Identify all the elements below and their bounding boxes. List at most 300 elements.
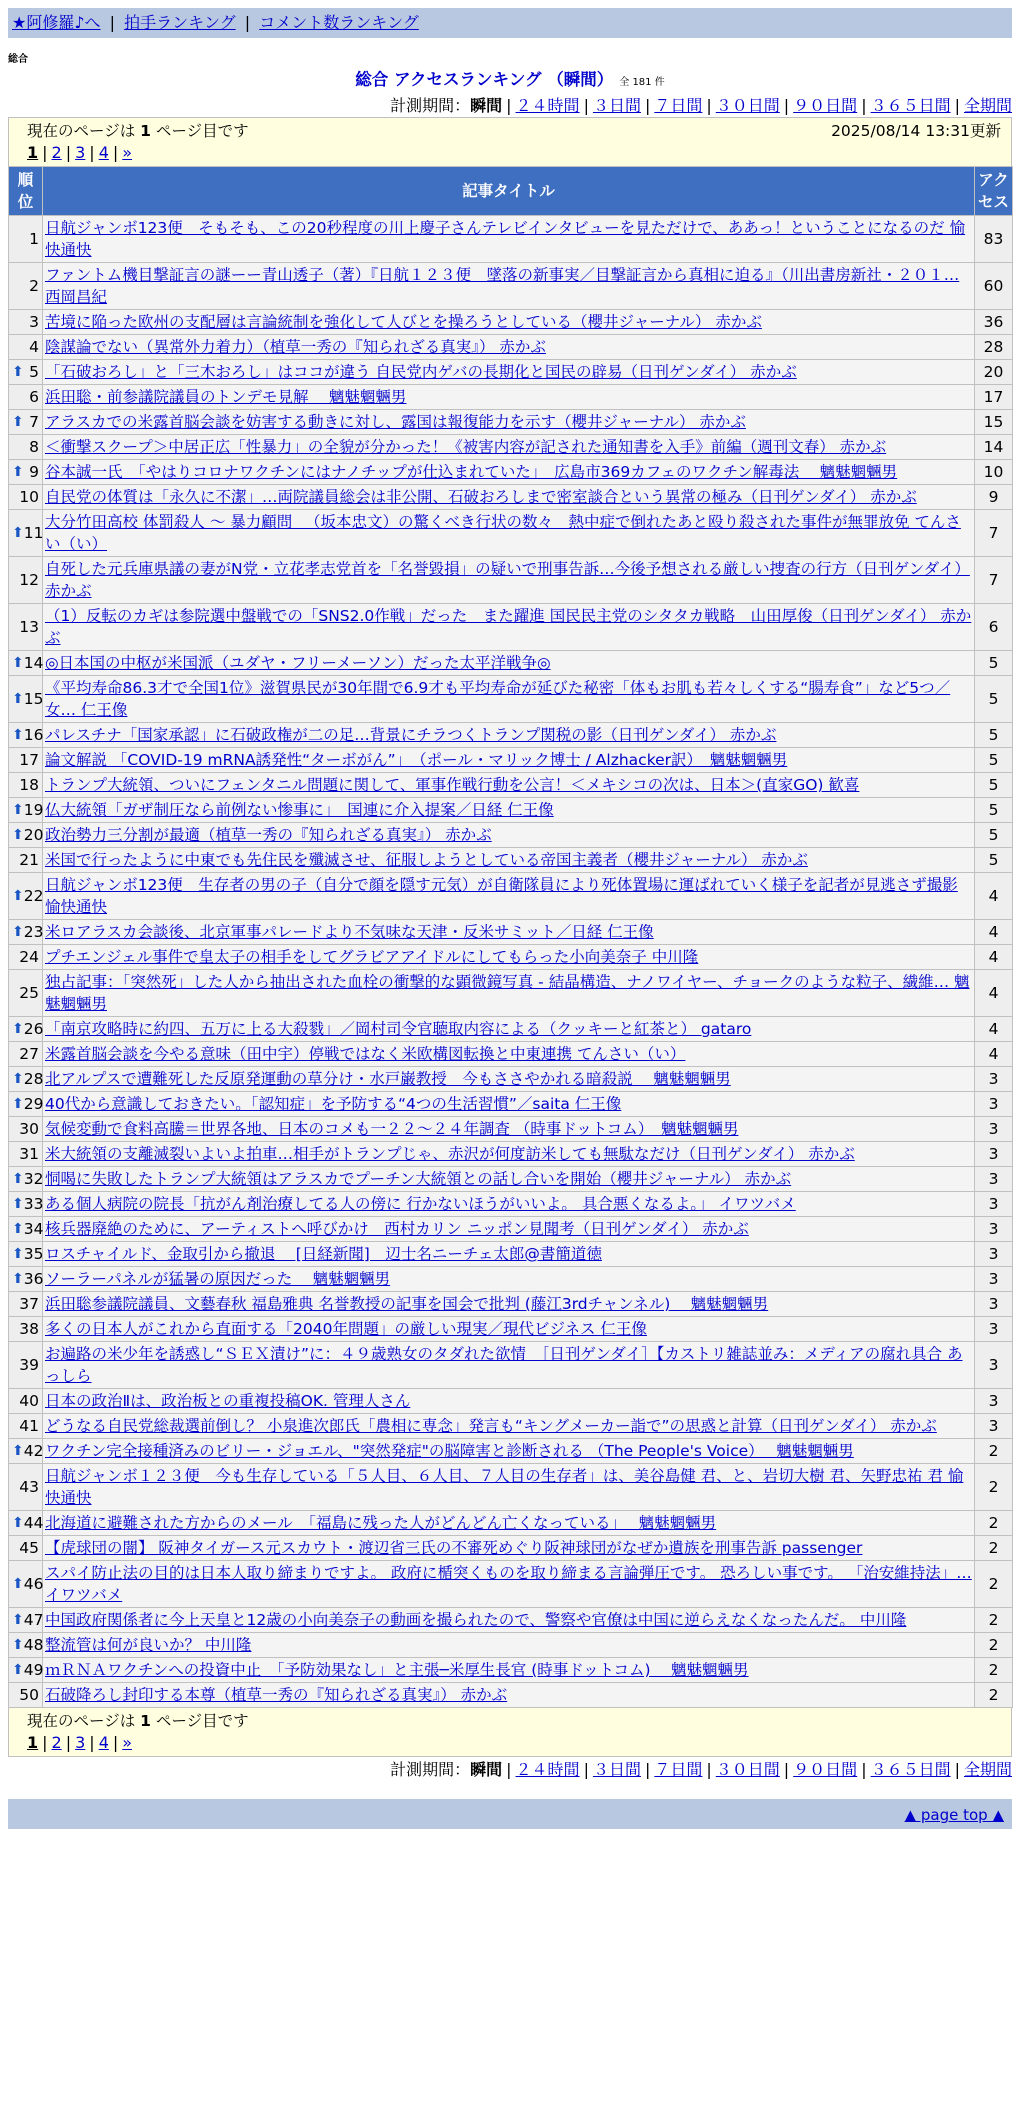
- table-row: [9, 435, 1013, 460]
- title-cell: [43, 1511, 975, 1536]
- title-cell: [43, 460, 975, 485]
- access-count: 36: [975, 310, 1013, 335]
- page-top-link[interactable]: ▲ page top ▲: [904, 1806, 1004, 1824]
- pager-next-link[interactable]: »: [122, 143, 133, 162]
- rank-cell: [9, 798, 43, 823]
- rank-cell: [9, 485, 43, 510]
- title-cell: [43, 676, 975, 723]
- table-row: [9, 216, 1013, 263]
- table-row: [9, 651, 1013, 676]
- up-arrow-icon: ⬆: [12, 525, 24, 541]
- clap-ranking-link[interactable]: 拍手ランキング: [124, 13, 236, 32]
- period-option-link[interactable]: 全期間: [963, 96, 1012, 115]
- title-cell: [43, 1342, 975, 1389]
- table-row: [9, 1608, 1013, 1633]
- rank-number: 15: [23, 690, 44, 708]
- title-cell: [43, 310, 975, 335]
- comment-ranking-link[interactable]: コメント数ランキング: [259, 13, 419, 32]
- rank-number: 11: [23, 524, 44, 542]
- rank-number: 20: [23, 826, 44, 844]
- article-title-link[interactable]: アラスカでの米露首脳会談を妨害する動きに対し、露国は報復能力を示す（櫻井ジャーナル） 赤かぶ: [45, 413, 746, 431]
- access-count: 5: [975, 848, 1013, 873]
- table-row: [9, 1633, 1013, 1658]
- title-cell: [43, 1117, 975, 1142]
- table-row: [9, 1067, 1013, 1092]
- article-title-link[interactable]: 苦境に陥った欧州の支配層は言論統制を強化して人びとを操ろうとしている（櫻井ジャーナル） 赤かぶ: [45, 313, 762, 331]
- access-count: 3: [975, 1142, 1013, 1167]
- table-row: [9, 1142, 1013, 1167]
- rank-number: 40: [19, 1392, 39, 1410]
- access-count: 4: [975, 970, 1013, 1017]
- pager-separator: |: [89, 143, 95, 162]
- table-row: [9, 1464, 1013, 1511]
- rank-number: 48: [23, 1636, 44, 1654]
- up-arrow-icon: ⬆: [12, 1071, 24, 1087]
- table-row: [9, 557, 1013, 604]
- title-cell: [43, 263, 975, 310]
- up-arrow-icon: ⬆: [12, 414, 24, 430]
- rank-number: 41: [19, 1417, 39, 1435]
- up-arrow-icon: ⬆: [12, 1021, 24, 1037]
- access-count: 17: [975, 385, 1013, 410]
- article-title-link[interactable]: プチエンジェル事件で皇太子の相手をしてグラビアアイドルにしてもらった小向美奈子 中川隆: [45, 948, 699, 966]
- pager-page-link[interactable]: 4: [98, 1733, 109, 1752]
- table-row: [9, 723, 1013, 748]
- table-row: [9, 1267, 1013, 1292]
- title-cell: [43, 604, 975, 651]
- table-row: [9, 360, 1013, 385]
- period-label: 計測期間：: [390, 1760, 471, 1779]
- rank-cell: [9, 216, 43, 263]
- article-title-link[interactable]: ファントム機目撃証言の謎ーー青山透子（著）『日航１２３便 墜落の新事実／目撃証言から真相に迫る』（川出書房新社・２０１… 西岡昌紀: [45, 266, 960, 306]
- rank-cell: [9, 310, 43, 335]
- article-title-link[interactable]: 日航ジャンボ123便 生存者の男の子（自分で顔を隠す元気）が自衛隊員により死体置場に運ばれていく様子を記者が見逃さず撮影 愉快通快: [45, 876, 958, 916]
- rank-cell: [9, 1464, 43, 1511]
- table-row: [9, 1292, 1013, 1317]
- article-title-link[interactable]: 米ロアラスカ会談後、北京軍事パレードより不気味な天津・反米サミット／日経 仁王像: [45, 923, 654, 941]
- rank-cell: [9, 435, 43, 460]
- period-option-link[interactable]: ３０日間: [715, 96, 780, 115]
- period-option-link[interactable]: ２４時間: [515, 96, 580, 115]
- rank-cell: [9, 1042, 43, 1067]
- table-row: [9, 1658, 1013, 1683]
- rank-cell: [9, 1608, 43, 1633]
- page-info-top: [8, 117, 1012, 166]
- title-cell: [43, 823, 975, 848]
- pager-page-link[interactable]: 3: [75, 1733, 86, 1752]
- rank-number: 36: [23, 1270, 44, 1288]
- access-count: 2: [975, 1658, 1013, 1683]
- access-count: 9: [975, 485, 1013, 510]
- rank-cell: [9, 1142, 43, 1167]
- rank-cell: [9, 945, 43, 970]
- rank-cell: [9, 1067, 43, 1092]
- pager-separator: |: [112, 1733, 119, 1752]
- pager-separator: |: [112, 143, 119, 162]
- period-option-link[interactable]: ３６５日間: [870, 96, 951, 115]
- period-separator: |: [583, 1760, 589, 1779]
- rank-number: 4: [29, 338, 39, 356]
- pager-page-link[interactable]: 4: [98, 143, 109, 162]
- access-count: 3: [975, 1067, 1013, 1092]
- title-cell: [43, 510, 975, 557]
- col-access-header: アクセス: [975, 167, 1013, 216]
- period-option-link[interactable]: ３６５日間: [870, 1760, 951, 1779]
- title-cell: [43, 335, 975, 360]
- title-cell: [43, 1439, 975, 1464]
- current-page-text: 現在のページは 1 ページ目です: [27, 122, 249, 140]
- table-row: [9, 410, 1013, 435]
- access-count: 2: [975, 1536, 1013, 1561]
- pager-separator: |: [42, 143, 48, 162]
- rank-cell: [9, 1683, 43, 1708]
- pager-next-link[interactable]: »: [122, 1733, 133, 1752]
- table-row: [9, 945, 1013, 970]
- top-nav-bar: [8, 8, 1012, 38]
- access-count: 15: [975, 410, 1013, 435]
- pager-separator: |: [65, 143, 72, 162]
- rank-number: 8: [29, 438, 39, 456]
- home-link[interactable]: ★阿修羅♪へ: [12, 13, 101, 32]
- title-cell: [43, 1414, 975, 1439]
- title-cell: [43, 723, 975, 748]
- title-cell: [43, 557, 975, 604]
- article-title-link[interactable]: 北海道に避難された方からのメール 「福島に残った人がどんどん亡くなっている」 魑魅魍魎男: [45, 1514, 717, 1532]
- title-cell: [43, 385, 975, 410]
- rank-number: 18: [19, 776, 39, 794]
- rank-number: 34: [23, 1220, 44, 1238]
- article-title-link[interactable]: 大分竹田高校 体罰殺人 〜 暴力顧問 （坂本忠文）の驚くべき行状の数々 熱中症で倒れたあと殴り殺された事件が無罪放免 てんさい（い）: [45, 513, 961, 553]
- rank-cell: [9, 1511, 43, 1536]
- access-count: 3: [975, 1167, 1013, 1192]
- access-count: 3: [975, 1092, 1013, 1117]
- rank-number: 30: [19, 1120, 39, 1138]
- table-header: [9, 167, 1013, 216]
- rank-number: 5: [29, 363, 39, 381]
- pager-separator: |: [65, 1733, 72, 1752]
- access-count: 28: [975, 335, 1013, 360]
- period-separator: |: [506, 1760, 512, 1779]
- article-title-link[interactable]: 自死した元兵庫県議の妻がN党・立花孝志党首を「名誉毀損」の疑いで刑事告訴…今後予想される厳しい捜査の行方（日刊ゲンダイ） 赤かぶ: [45, 560, 970, 600]
- title-cell: [43, 1217, 975, 1242]
- period-option-link[interactable]: ７日間: [654, 96, 703, 115]
- rank-number: 21: [19, 851, 39, 869]
- title-cell: [43, 848, 975, 873]
- table-row: [9, 1317, 1013, 1342]
- article-title-link[interactable]: 石破降ろし封印する本尊（植草一秀の『知られざる真実』） 赤かぶ: [45, 1686, 508, 1704]
- article-title-link[interactable]: パレスチナ「国家承認」に石破政権が二の足…背景にチラつくトランプ関税の影（日刊ゲンダイ） 赤かぶ: [45, 726, 777, 744]
- access-count: 5: [975, 651, 1013, 676]
- article-title-link[interactable]: 谷本誠一氏 「やはりコロナワクチンにはナノチップが仕込まれていた」 広島市369カフェのワクチン解毒法 魑魅魍魎男: [45, 463, 898, 481]
- rank-cell: [9, 557, 43, 604]
- table-row: [9, 773, 1013, 798]
- access-count: 7: [975, 510, 1013, 557]
- rank-number: 39: [19, 1356, 39, 1374]
- rank-cell: [9, 460, 43, 485]
- rank-cell: [9, 1267, 43, 1292]
- pager-page-link[interactable]: 2: [51, 143, 62, 162]
- article-title-link[interactable]: 日本の政治Ⅱは、政治板との重複投稿OK. 管理人さん: [45, 1392, 411, 1410]
- up-arrow-icon: ⬆: [12, 1637, 24, 1653]
- rank-cell: [9, 1633, 43, 1658]
- rank-cell: [9, 823, 43, 848]
- access-count: 2: [975, 1633, 1013, 1658]
- article-title-link[interactable]: 核兵器廃絶のために、アーティストへ呼びかけ 西村カリン ニッポン見聞考（日刊ゲンダイ） 赤かぶ: [45, 1220, 749, 1238]
- table-row: [9, 1192, 1013, 1217]
- article-title-link[interactable]: （1）反転のカギは参院選中盤戦での「SNS2.0作戦」だった また躍進 国民民主党のシタタカ戦略 山田厚俊（日刊ゲンダイ） 赤かぶ: [45, 607, 972, 647]
- period-separator: |: [861, 1760, 867, 1779]
- article-title-link[interactable]: 米露首脳会談を今やる意味（田中宇）停戦ではなく米欧構図転換と中東連携 てんさい（い）: [45, 1045, 686, 1063]
- table-row: [9, 1042, 1013, 1067]
- rank-cell: [9, 676, 43, 723]
- access-count: 83: [975, 216, 1013, 263]
- rank-number: 24: [19, 948, 39, 966]
- table-row: [9, 676, 1013, 723]
- access-count: 14: [975, 435, 1013, 460]
- up-arrow-icon: ⬆: [12, 1221, 24, 1237]
- access-count: 2: [975, 1608, 1013, 1633]
- article-title-link[interactable]: トランプ大統領、ついにフェンタニル問題に関して、軍事作戦行動を公言！＜メキシコの次は、日本＞(直家GO) 歓喜: [45, 776, 860, 794]
- title-cell: [43, 1464, 975, 1511]
- pager-separator: |: [42, 1733, 48, 1752]
- table-row: [9, 848, 1013, 873]
- title-cell: [43, 1192, 975, 1217]
- article-title-link[interactable]: 仏大統領「ガザ制圧なら前例ない惨事に」 国連に介入提案／日経 仁王像: [45, 801, 554, 819]
- title-cell: [43, 1658, 975, 1683]
- access-count: 3: [975, 1242, 1013, 1267]
- article-title-link[interactable]: 恫喝に失敗したトランプ大統領はアラスカでプーチン大統領との話し合いを開始（櫻井ジャーナル） 赤かぶ: [45, 1170, 792, 1188]
- access-count: 2: [975, 1464, 1013, 1511]
- article-title-link[interactable]: ソーラーパネルが猛暑の原因だった 魑魅魍魎男: [45, 1270, 391, 1288]
- rank-cell: [9, 1217, 43, 1242]
- total-count: 全 181 件: [619, 77, 665, 88]
- pager-page-link[interactable]: 3: [75, 143, 86, 162]
- access-count: 3: [975, 1267, 1013, 1292]
- access-count: 3: [975, 1217, 1013, 1242]
- article-title-link[interactable]: 自民党の体質は「永久に不潔」…両院議員総会は非公開、石破おろしまで密室談合という異常の極み（日刊ゲンダイ） 赤かぶ: [45, 488, 917, 506]
- period-separator: |: [506, 96, 512, 115]
- rank-number: 12: [19, 571, 39, 589]
- rank-number: 10: [19, 488, 39, 506]
- table-row: [9, 385, 1013, 410]
- rank-cell: [9, 1192, 43, 1217]
- rank-number: 3: [29, 313, 39, 331]
- rank-number: 46: [23, 1575, 44, 1593]
- article-title-link[interactable]: お遍路の米少年を誘惑し“ＳＥＸ漬け”に：４９歳熟女のタダれた欲情 ［日刊ゲンダイ］【カストリ雑誌並み：メディアの腐れ具合 あっしら: [45, 1345, 963, 1385]
- article-title-link[interactable]: ｍＲＮＡワクチンへの投資中止 「予防効果なし」と主張─米厚生長官 (時事ドットコム) 魑魅魍魎男: [45, 1661, 749, 1679]
- table-row: [9, 1536, 1013, 1561]
- period-option-link[interactable]: 全期間: [963, 1760, 1012, 1779]
- title-cell: [43, 1389, 975, 1414]
- article-title-link[interactable]: 米大統領の支離滅裂いよいよ拍車…相手がトランプじゃ、赤沢が何度訪米しても無駄なだけ（日刊ゲンダイ） 赤かぶ: [45, 1145, 855, 1163]
- title-cell: [43, 1017, 975, 1042]
- period-option-link[interactable]: ３０日間: [715, 1760, 780, 1779]
- table-row: [9, 823, 1013, 848]
- period-separator: |: [644, 1760, 651, 1779]
- article-title-link[interactable]: 日航ジャンボ123便 そもそも、この20秒程度の川上慶子さんテレビインタビューを見ただけで、ああっ！ということになるのだ 愉快通快: [45, 219, 966, 259]
- rank-number: 43: [19, 1478, 39, 1496]
- access-count: 3: [975, 1342, 1013, 1389]
- title-cell: [43, 1292, 975, 1317]
- rank-number: 17: [19, 751, 39, 769]
- pager-bottom: [27, 1732, 1001, 1754]
- title-cell: [43, 920, 975, 945]
- period-selector-top: [0, 95, 1020, 117]
- period-option-link[interactable]: ３日間: [592, 96, 641, 115]
- table-row: [9, 1217, 1013, 1242]
- col-rank-header: 順位: [9, 167, 43, 216]
- rank-cell: [9, 1292, 43, 1317]
- rank-number: 6: [29, 388, 39, 406]
- article-title-link[interactable]: どうなる自民党総裁選前倒し？ 小泉進次郎氏「農相に専念」発言も“キングメーカー詣で”の思惑と計算（日刊ゲンダイ） 赤かぶ: [45, 1417, 937, 1435]
- nav-separator: |: [109, 13, 116, 32]
- period-option-link[interactable]: ９０日間: [793, 96, 858, 115]
- table-row: [9, 1242, 1013, 1267]
- table-row: [9, 1092, 1013, 1117]
- rank-number: 31: [19, 1145, 39, 1163]
- current-page-text-bottom: 現在のページは 1 ページ目です: [27, 1712, 249, 1730]
- up-arrow-icon: ⬆: [12, 464, 24, 480]
- access-count: 5: [975, 748, 1013, 773]
- rank-cell: [9, 920, 43, 945]
- article-title-link[interactable]: 中国政府関係者に今上天皇と12歳の小向美奈子の動画を撮られたので、警察や官僚は中国に逆らえなくなったんだ。 中川隆: [45, 1611, 907, 1629]
- category-label: 総合: [8, 54, 28, 65]
- article-title-link[interactable]: ＜衝撃スクープ＞中居正広「性暴力」の全貌が分かった！《被害内容が記された通知書を入手》前編（週刊文春） 赤かぶ: [45, 438, 887, 456]
- table-row: [9, 263, 1013, 310]
- up-arrow-icon: ⬆: [12, 1096, 24, 1112]
- rank-number: 2: [29, 277, 39, 295]
- table-row: [9, 510, 1013, 557]
- article-title-link[interactable]: ある個人病院の院長「抗がん剤治療してる人の傍に 行かないほうがいいよ。 具合悪くなるよ。」 イワツバメ: [45, 1195, 796, 1213]
- title-cell: [43, 798, 975, 823]
- rank-cell: [9, 263, 43, 310]
- article-title-link[interactable]: ◎日本国の中枢が米国派（ユダヤ・フリーメーソン）だった太平洋戦争◎: [45, 654, 551, 672]
- article-title-link[interactable]: 米国で行ったように中東でも先住民を殲滅させ、征服しようとしている帝国主義者（櫻井ジャーナル） 赤かぶ: [45, 851, 808, 869]
- period-option-link[interactable]: ９０日間: [793, 1760, 858, 1779]
- rank-cell: [9, 848, 43, 873]
- access-count: 3: [975, 1192, 1013, 1217]
- access-count: 3: [975, 1117, 1013, 1142]
- article-title-link[interactable]: ワクチン完全接種済みのビリー・ジョエル、"突然発症"の脳障害と診断される （The People's Voice） 魑魅魍魎男: [45, 1442, 854, 1460]
- rank-cell: [9, 1317, 43, 1342]
- article-title-link[interactable]: 日航ジャンボ１２３便 今も生存している「５人目、６人目、７人目の生存者」は、美谷島健 君、と、岩切大樹 君、矢野忠祐 君 愉快通快: [45, 1467, 964, 1507]
- article-title-link[interactable]: 「南京攻略時に約四、五万に上る大殺戮」／岡村司令官聴取内容による（クッキーと紅茶と） gataro: [45, 1020, 752, 1038]
- title-cell: [43, 1067, 975, 1092]
- title-cell: [43, 410, 975, 435]
- access-count: 4: [975, 945, 1013, 970]
- rank-cell: [9, 748, 43, 773]
- rank-cell: [9, 651, 43, 676]
- up-arrow-icon: ⬆: [12, 802, 24, 818]
- rank-cell: [9, 723, 43, 748]
- rank-number: 27: [19, 1045, 39, 1063]
- title-cell: [43, 1608, 975, 1633]
- table-row: [9, 1439, 1013, 1464]
- rank-cell: [9, 1658, 43, 1683]
- article-title-link[interactable]: 【虎球団の闇】 阪神タイガース元スカウト・渡辺省三氏の不審死めぐり阪神球団がなぜか遺族を刑事告訴 passenger: [45, 1539, 863, 1557]
- title-cell: [43, 1167, 975, 1192]
- rank-number: 44: [23, 1514, 44, 1532]
- article-title-link[interactable]: 浜田聡・前参議院議員のトンデモ見解 魑魅魍魎男: [45, 388, 407, 406]
- access-count: 4: [975, 1017, 1013, 1042]
- nav-separator: |: [244, 13, 251, 32]
- table-row: [9, 920, 1013, 945]
- rank-number: 29: [23, 1095, 44, 1113]
- article-title-link[interactable]: 「石破おろし」と「三木おろし」はココが違う 自民党内ゲバの長期化と国民の辟易（日刊ゲンダイ） 赤かぶ: [45, 363, 797, 381]
- title-cell: [43, 773, 975, 798]
- period-separator: |: [706, 96, 712, 115]
- table-row: [9, 1342, 1013, 1389]
- up-arrow-icon: ⬆: [12, 1271, 24, 1287]
- title-cell: [43, 1633, 975, 1658]
- rank-number: 23: [23, 923, 44, 941]
- table-row: [9, 873, 1013, 920]
- period-separator: |: [954, 1760, 960, 1779]
- up-arrow-icon: ⬆: [12, 1196, 24, 1212]
- col-title-header: 記事タイトル: [43, 167, 975, 216]
- article-title-link[interactable]: 北アルプスで遭難死した反原発運動の草分け・水戸巌教授 今もささやかれる暗殺説 魑魅魍魎男: [45, 1070, 731, 1088]
- up-arrow-icon: ⬆: [12, 1515, 24, 1531]
- rank-number: 16: [23, 726, 44, 744]
- pager-current-page[interactable]: 1: [27, 1733, 39, 1752]
- period-option-link[interactable]: ２４時間: [515, 1760, 580, 1779]
- period-option-link[interactable]: ３日間: [592, 1760, 641, 1779]
- article-title-link[interactable]: 多くの日本人がこれから直面する「2040年問題」の厳しい現実／現代ビジネス 仁王像: [45, 1320, 647, 1338]
- article-title-link[interactable]: 陰謀論でない（異常外力着力）（植草一秀の『知られざる真実』） 赤かぶ: [45, 338, 546, 356]
- access-count: 2: [975, 1561, 1013, 1608]
- title-cell: [43, 1042, 975, 1067]
- table-row: [9, 1683, 1013, 1708]
- article-title-link[interactable]: 《平均寿命86.3才で全国1位》滋賀県民が30年間で6.9才も平均寿命が延びた秘密「体もお肌も若々しくする“腸寿食”」など5つ／女… 仁王像: [45, 679, 951, 719]
- article-title-link[interactable]: 政治勢力三分割が最適（植草一秀の『知られざる真実』） 赤かぶ: [45, 826, 492, 844]
- page-info-bottom: [8, 1708, 1012, 1757]
- title-cell: [43, 945, 975, 970]
- access-count: 5: [975, 823, 1013, 848]
- rank-cell: [9, 1242, 43, 1267]
- access-count: 6: [975, 604, 1013, 651]
- rank-number: 7: [29, 413, 39, 431]
- article-title-link[interactable]: 整流管は何が良いか？ 中川隆: [45, 1636, 252, 1654]
- title-cell: [43, 1242, 975, 1267]
- rank-number: 37: [19, 1295, 39, 1313]
- period-separator: |: [583, 96, 589, 115]
- rank-cell: [9, 773, 43, 798]
- article-title-link[interactable]: 浜田聡参議院議員、文藝春秋 福島雅典 名誉教授の記事を国会で批判 (藤江3rdチャンネル) 魑魅魍魎男: [45, 1295, 769, 1313]
- title-cell: [43, 748, 975, 773]
- ranking-table-body: [9, 216, 1013, 1708]
- rank-number: 22: [23, 887, 44, 905]
- table-row: [9, 310, 1013, 335]
- access-count: 3: [975, 1414, 1013, 1439]
- article-title-link[interactable]: 論文解説 「COVID-19 mRNA誘発性“ターボがん”」 （ポール・マリック博士 / Alzhacker訳） 魑魅魍魎男: [45, 751, 788, 769]
- article-title-link[interactable]: スパイ防止法の目的は日本人取り締まりですよ。 政府に楯突くものを取り締まる言論弾圧です。 恐ろしい事です。 「治安維持法」… イワツバメ: [45, 1564, 972, 1604]
- footer-bar: [8, 1799, 1012, 1829]
- pager-current-page[interactable]: 1: [27, 143, 39, 162]
- rank-number: 26: [23, 1020, 44, 1038]
- table-row: [9, 748, 1013, 773]
- period-option-link[interactable]: ７日間: [654, 1760, 703, 1779]
- article-title-link[interactable]: ロスチャイルド、金取引から撤退 [日経新聞] 辺士名ニーチェ太郎@書簡道徳: [45, 1245, 602, 1263]
- rank-number: 13: [19, 618, 39, 636]
- article-title-link[interactable]: 独占記事：「突然死」した人から抽出された血栓の衝撃的な顕微鏡写真 - 結晶構造、ナノワイヤー、チョークのような粒子、繊維… 魑魅魍魎男: [45, 973, 970, 1013]
- article-title-link[interactable]: 気候変動で食料高騰＝世界各地、日本のコメも一２２～２４年調査 （時事ドットコム） 魑魅魍魎男: [45, 1120, 739, 1138]
- access-count: 3: [975, 1292, 1013, 1317]
- period-separator: |: [783, 96, 790, 115]
- access-count: 5: [975, 773, 1013, 798]
- article-title-link[interactable]: 40代から意識しておきたい。「認知症」を予防する“4つの生活習慣”／saita 仁王像: [45, 1095, 622, 1113]
- access-count: 4: [975, 1042, 1013, 1067]
- pager-page-link[interactable]: 2: [51, 1733, 62, 1752]
